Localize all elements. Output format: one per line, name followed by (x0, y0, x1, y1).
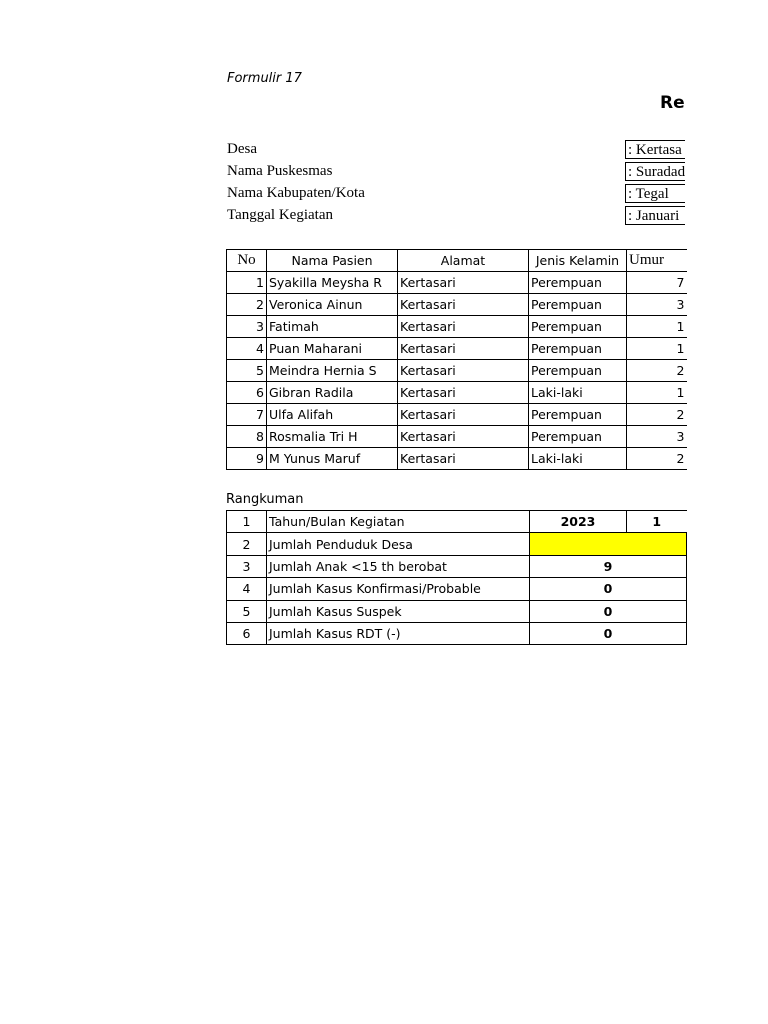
patient-gender: Perempuan (529, 338, 627, 360)
summary-row (227, 622, 687, 644)
patient-name: Puan Maharani (267, 338, 398, 360)
patient-row (227, 360, 687, 382)
summary-item-label: Jumlah Kasus RDT (-) (267, 622, 530, 644)
patient-address: Kertasari (398, 272, 529, 294)
patient-no: 2 (227, 294, 267, 316)
patient-address: Kertasari (398, 448, 529, 470)
patient-gender: Perempuan (529, 316, 627, 338)
patient-address: Kertasari (398, 316, 529, 338)
patient-address: Kertasari (398, 426, 529, 448)
summary-value: 0 (530, 622, 687, 644)
summary-value: 0 (530, 600, 687, 622)
patient-gender: Perempuan (529, 294, 627, 316)
summary-no: 1 (227, 511, 267, 533)
patient-name: Gibran Radila (267, 382, 398, 404)
patient-gender: Perempuan (529, 426, 627, 448)
patient-no: 6 (227, 382, 267, 404)
info-label-puskesmas: Nama Puskesmas (227, 163, 333, 179)
patient-address: Kertasari (398, 338, 529, 360)
patient-row (227, 404, 687, 426)
patient-age: 2 (627, 360, 687, 382)
report-title: Re (660, 93, 685, 113)
patient-row (227, 316, 687, 338)
patient-name: Syakilla Meysha R (267, 272, 398, 294)
patient-age: 3 (627, 426, 687, 448)
patient-name: Meindra Hernia S (267, 360, 398, 382)
summary-item-label: Jumlah Anak <15 th berobat (267, 555, 530, 577)
summary-no: 2 (227, 533, 267, 555)
patient-row (227, 448, 687, 470)
patient-address: Kertasari (398, 294, 529, 316)
summary-no: 6 (227, 622, 267, 644)
patient-gender: Laki-laki (529, 448, 627, 470)
summary-value: 0 (530, 578, 687, 600)
col-header-umur: Umur (627, 250, 687, 272)
patient-row (227, 272, 687, 294)
info-label-desa: Desa (227, 141, 257, 157)
col-header-nama: Nama Pasien (267, 250, 398, 272)
summary-row (227, 578, 687, 600)
patient-age: 3 (627, 294, 687, 316)
info-value-kabupaten: : Tegal (625, 184, 685, 203)
summary-value: 2023 (530, 511, 627, 533)
summary-value: 9 (530, 555, 687, 577)
patient-gender: Perempuan (529, 272, 627, 294)
patient-age: 1 (627, 338, 687, 360)
patient-address: Kertasari (398, 382, 529, 404)
summary-label: Rangkuman (226, 492, 304, 507)
info-value-puskesmas: : Suradad (625, 162, 685, 181)
patient-row (227, 338, 687, 360)
patient-no: 1 (227, 272, 267, 294)
summary-no: 5 (227, 600, 267, 622)
patient-age: 1 (627, 382, 687, 404)
patient-row (227, 382, 687, 404)
patient-no: 5 (227, 360, 267, 382)
patient-address: Kertasari (398, 404, 529, 426)
form-number: Formulir 17 (227, 71, 302, 86)
patient-age: 2 (627, 448, 687, 470)
summary-item-label: Jumlah Kasus Konfirmasi/Probable (267, 578, 530, 600)
patient-no: 4 (227, 338, 267, 360)
info-label-tanggal: Tanggal Kegiatan (227, 207, 333, 223)
patient-gender: Laki-laki (529, 382, 627, 404)
patient-row (227, 426, 687, 448)
summary-row (227, 555, 687, 577)
summary-no: 4 (227, 578, 267, 600)
patient-no: 8 (227, 426, 267, 448)
patient-age: 7 (627, 272, 687, 294)
patients-header-row (227, 250, 687, 272)
info-label-kabupaten: Nama Kabupaten/Kota (227, 185, 365, 201)
patient-no: 9 (227, 448, 267, 470)
patient-age: 1 (627, 316, 687, 338)
col-header-no: No (227, 250, 267, 272)
summary-month-value: 1 (627, 511, 687, 533)
patient-name: Fatimah (267, 316, 398, 338)
patients-table (226, 249, 687, 470)
patient-name: M Yunus Maruf (267, 448, 398, 470)
summary-row (227, 511, 687, 533)
col-header-alamat: Alamat (398, 250, 529, 272)
summary-row (227, 600, 687, 622)
summary-value-highlighted (530, 533, 687, 555)
patient-age: 2 (627, 404, 687, 426)
patient-no: 3 (227, 316, 267, 338)
summary-item-label: Tahun/Bulan Kegiatan (267, 511, 530, 533)
col-header-jenis-kelamin: Jenis Kelamin (529, 250, 627, 272)
patient-row (227, 294, 687, 316)
patient-name: Veronica Ainun (267, 294, 398, 316)
info-value-tanggal: : Januari (625, 206, 685, 225)
summary-no: 3 (227, 555, 267, 577)
summary-item-label: Jumlah Kasus Suspek (267, 600, 530, 622)
summary-item-label: Jumlah Penduduk Desa (267, 533, 530, 555)
patient-name: Rosmalia Tri H (267, 426, 398, 448)
patient-no: 7 (227, 404, 267, 426)
info-value-desa: : Kertasa (625, 140, 685, 159)
patient-name: Ulfa Alifah (267, 404, 398, 426)
patient-address: Kertasari (398, 360, 529, 382)
summary-table (226, 510, 687, 645)
summary-row (227, 533, 687, 555)
patient-gender: Perempuan (529, 360, 627, 382)
patient-gender: Perempuan (529, 404, 627, 426)
